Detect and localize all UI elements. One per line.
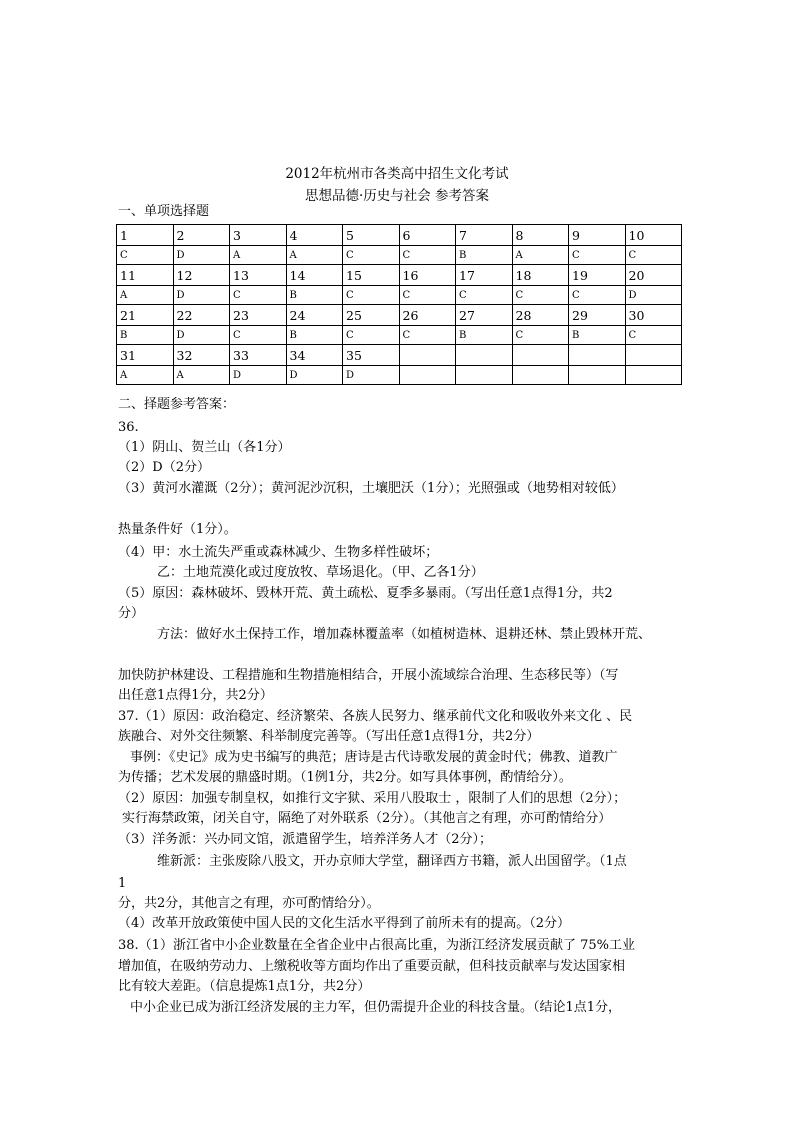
answer-cell: A [512,246,569,265]
answer-line: （4）甲：水土流失严重或森林减少、生物多样性破坏； [118,545,439,560]
answer-cell: D [625,286,682,305]
answer-cell: C [625,246,682,265]
answer-cell: B [569,326,626,345]
answer-cell: A [230,246,287,265]
answer-line: （4）改革开放政策使中国人民的文化生活水平得到了前所未有的提高。（2分） [118,916,571,931]
answer-line: （1）阴山、贺兰山（各1分） [118,440,291,455]
answer-cell [456,366,513,385]
answer-cell [399,366,456,385]
answer-cell: C [399,246,456,265]
answer-cell: C [230,326,287,345]
document-subtitle: 思想品德·历史与社会 参考答案 [304,188,490,204]
answer-cell: C [343,326,400,345]
answer-cell: C [456,286,513,305]
answer-cell: C [230,286,287,305]
answer-line: 38.（1）浙江省中小企业数量在全省企业中占很高比重，为浙江经济发展贡献了 75%工业 [118,938,635,953]
question-number: 35 [343,345,400,366]
answer-line: 分） [118,606,145,621]
answer-line: （5）原因：森林破坏、毁林开荒、黄土疏松、夏季多暴雨。（写出任意1点得1分，共2 [118,586,613,601]
answer-cell: D [286,366,343,385]
answer-cell: B [456,326,513,345]
question-number: 33 [230,345,287,366]
answer-cell: C [399,326,456,345]
answer-line: 36. [118,420,139,435]
question-number: 11 [117,265,174,286]
answer-line: 乙：土地荒漠化或过度放牧、草场退化。（甲、乙各1分） [157,565,484,580]
question-number: 22 [173,305,230,326]
table-row [117,345,682,366]
section-heading-choice: 一、单项选择题 [118,204,210,219]
question-number: 26 [399,305,456,326]
answer-line: 方法：做好水土保持工作，增加森林覆盖率（如植树造林、退耕还林、禁止毁林开荒、 [157,627,652,642]
question-number [456,345,513,366]
question-number: 1 [117,225,174,246]
answer-cell: B [456,246,513,265]
question-number: 12 [173,265,230,286]
question-number: 2 [173,225,230,246]
answer-cell: C [399,286,456,305]
answer-cell: C [569,246,626,265]
question-number: 27 [456,305,513,326]
question-number: 34 [286,345,343,366]
table-row [117,265,682,286]
answer-cell: A [173,366,230,385]
question-number: 29 [569,305,626,326]
question-number: 14 [286,265,343,286]
question-number: 21 [117,305,174,326]
question-number: 13 [230,265,287,286]
answer-line: 中小企业已成为浙江经济发展的主力军，但仍需提升企业的科技含量。（结论1点1分， [130,1000,622,1015]
answer-line: 实行海禁政策，闭关自守，隔绝了对外联系（2分）。（其他言之有理，亦可酌情给分） [122,811,612,826]
answer-line: （3）洋务派：兴办同文馆，派遣留学生，培养洋务人才（2分）； [118,832,493,847]
question-number: 32 [173,345,230,366]
question-number: 5 [343,225,400,246]
table-row [117,326,682,345]
table-row [117,366,682,385]
answer-cell: A [286,246,343,265]
answer-line: 事例：《史记》成为史书编写的典范；唐诗是古代诗歌发展的黄金时代；佛教、道教广 [130,750,618,765]
answer-cell [512,366,569,385]
question-number: 9 [569,225,626,246]
table-row [117,225,682,246]
question-number: 19 [569,265,626,286]
answer-cell: C [343,246,400,265]
table-row [117,246,682,265]
answer-line: 维新派：主张废除八股文，开办京师大学堂，翻译西方书籍，派人出国留学。（1点 [157,854,627,869]
question-number: 16 [399,265,456,286]
answer-line: 为传播；艺术发展的鼎盛时期。（1例1分，共2分。如写具体事例，酌情给分）。 [118,770,572,785]
answer-cell [625,366,682,385]
question-number: 30 [625,305,682,326]
answer-cell: C [343,286,400,305]
answer-cell: A [117,286,174,305]
question-number: 15 [343,265,400,286]
document-title: 2012年杭州市各类高中招生文化考试 [285,166,509,182]
answer-cell: C [512,326,569,345]
table-row [117,286,682,305]
question-number: 31 [117,345,174,366]
question-number: 8 [512,225,569,246]
answer-line: 1 [118,876,127,891]
answer-line: 比有较大差距。（信息提炼1点1分，共2分） [118,979,371,994]
answer-line: 加快防护林建设、工程措施和生物措施相结合，开展小流域综合治理、生态移民等）（写 [118,668,619,683]
answer-line: 族融合、对外交往频繁、科举制度完善等。（写出任意1点得1分，共2分） [118,729,540,744]
question-number [569,345,626,366]
answer-line: （2）D（2分） [118,460,210,475]
answer-cell: C [512,286,569,305]
question-number: 20 [625,265,682,286]
answer-line: 热量条件好（1分）。 [118,522,237,537]
answer-cell: B [286,326,343,345]
answer-line: （3）黄河水灌溉（2分）；黄河泥沙沉积，土壤肥沃（1分）；光照强或（地势相对较低） [118,481,624,496]
question-number [625,345,682,366]
question-number: 4 [286,225,343,246]
question-number [399,345,456,366]
question-number: 17 [456,265,513,286]
answer-line: 增加值，在吸纳劳动力、上缴税收等方面均作出了重要贡献，但科技贡献率与发达国家相 [118,959,626,974]
question-number: 18 [512,265,569,286]
answer-line: 出任意1点得1分，共2分） [118,688,273,703]
answer-cell [569,366,626,385]
question-number: 24 [286,305,343,326]
answer-line: 37.（1）原因：政治稳定、经济繁荣、各族人民努力、继承前代文化和吸收外来文化 、民 [118,709,633,724]
section-heading-answers: 二、择题参考答案： [118,397,236,412]
answer-line: 分，共2分，其他言之有理，亦可酌情给分）。 [118,896,380,911]
answer-cell: D [230,366,287,385]
answer-cell: D [173,326,230,345]
answer-cell: C [569,286,626,305]
question-number: 6 [399,225,456,246]
answer-cell: B [286,286,343,305]
question-number: 23 [230,305,287,326]
answer-cell: C [117,246,174,265]
answer-cell: A [117,366,174,385]
question-number: 7 [456,225,513,246]
question-number [512,345,569,366]
answer-cell: C [625,326,682,345]
question-number: 28 [512,305,569,326]
question-number: 25 [343,305,400,326]
answer-cell: D [173,246,230,265]
answer-line: （2）原因：加强专制皇权，如推行文字狱、采用八股取士 ，限制了人们的思想（2分）； [118,791,627,806]
question-number: 10 [625,225,682,246]
answer-table [116,224,682,385]
answer-cell: B [117,326,174,345]
question-number: 3 [230,225,287,246]
answer-cell: D [173,286,230,305]
table-row [117,305,682,326]
answer-cell: D [343,366,400,385]
